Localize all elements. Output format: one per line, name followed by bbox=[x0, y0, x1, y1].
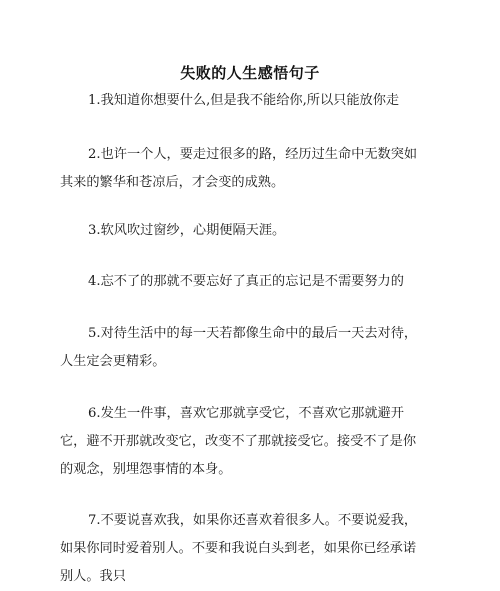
paragraph-5: 5.对待生活中的每一天若都像生命中的最后一天去对待，人生定会更精彩。 bbox=[60, 326, 418, 369]
paragraph-1: 1.我知道你想要什么,但是我不能给你,所以只能放你走 bbox=[88, 93, 400, 108]
paragraph-3: 3.软风吹过窗纱，心期便隔天涯。 bbox=[88, 223, 286, 238]
paragraph-4: 4.忘不了的那就不要忘好了真正的忘记是不需要努力的 bbox=[88, 274, 404, 289]
document-title: 失败的人生感悟句子 bbox=[180, 64, 320, 82]
bottom-fade bbox=[0, 556, 500, 566]
paragraph-7: 7.不要说喜欢我，如果你还喜欢着很多人。不要说爱我，如果你同时爱着别人。不要和我说白头到老，如果你已经承诺别人。我只 bbox=[60, 513, 418, 584]
paragraph-2: 2.也许一个人，要走过很多的路，经历过生命中无数突如其来的繁华和苍凉后，才会变的成熟。 bbox=[60, 147, 418, 190]
paragraph-6: 6.发生一件事，喜欢它那就享受它，不喜欢它那就避开它，避不开那就改变它，改变不了那就接受它。接受不了是你的观念，别埋怨事情的本身。 bbox=[60, 406, 417, 477]
